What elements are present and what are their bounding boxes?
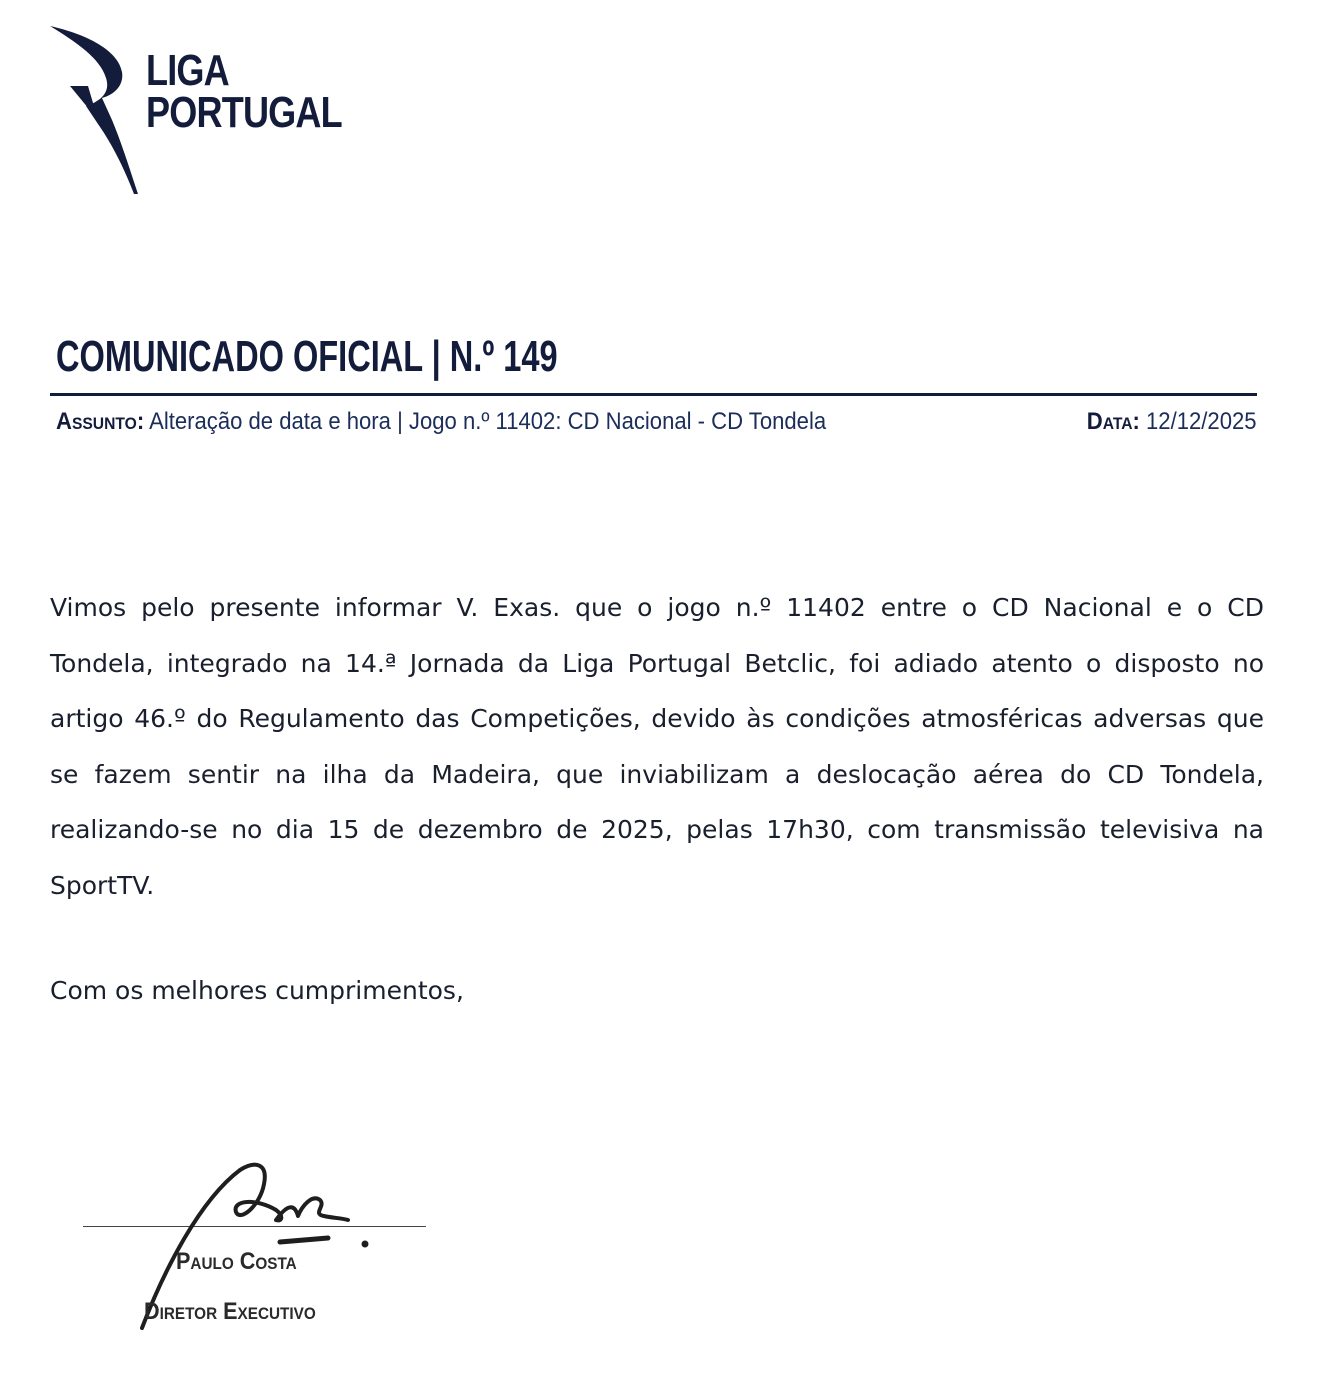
subject-value: Alteração de data e hora | Jogo n.º 11402: CD Nacional - CD Tondela — [149, 408, 827, 435]
liga-portugal-logo — [46, 20, 342, 200]
signatory-name: Paulo Costa — [176, 1248, 297, 1275]
signature-block — [80, 1150, 440, 1340]
page-title: COMUNICADO OFICIAL | N.º 149 — [56, 332, 558, 381]
liga-portugal-emblem-icon — [46, 20, 146, 200]
date-label: Data: — [1087, 408, 1141, 435]
date-line — [1087, 408, 1257, 436]
header-divider — [50, 393, 1257, 396]
closing-salutation: Com os melhores cumprimentos, — [50, 976, 464, 1005]
subject-line — [56, 408, 826, 436]
signatory-role: Diretor Executivo — [144, 1298, 316, 1325]
logo-line-liga: LIGA — [146, 46, 229, 95]
subject-label: Assunto: — [56, 408, 145, 435]
logo-line-portugal: PORTUGAL — [146, 88, 342, 137]
logo-wordmark — [146, 46, 342, 137]
body-paragraph: Vimos pelo presente informar V. Exas. que o jogo n.º 11402 entre o CD Nacional e o CD Tondela, integrado na 14.ª Jornada da Liga Portugal Betclic, foi adiado atento o disposto no artigo 46.º do Regulamento das Competições, devido às condições atmosféricas adversas que se fazem sentir na ilha da Madeira, que inviabilizam a deslocação aérea do CD Tondela, realizando-se no dia 15 de dezembro de 2025, pelas 17h30, com transmissão televisiva na SportTV. — [50, 593, 1264, 900]
date-value: 12/12/2025 — [1146, 408, 1257, 435]
